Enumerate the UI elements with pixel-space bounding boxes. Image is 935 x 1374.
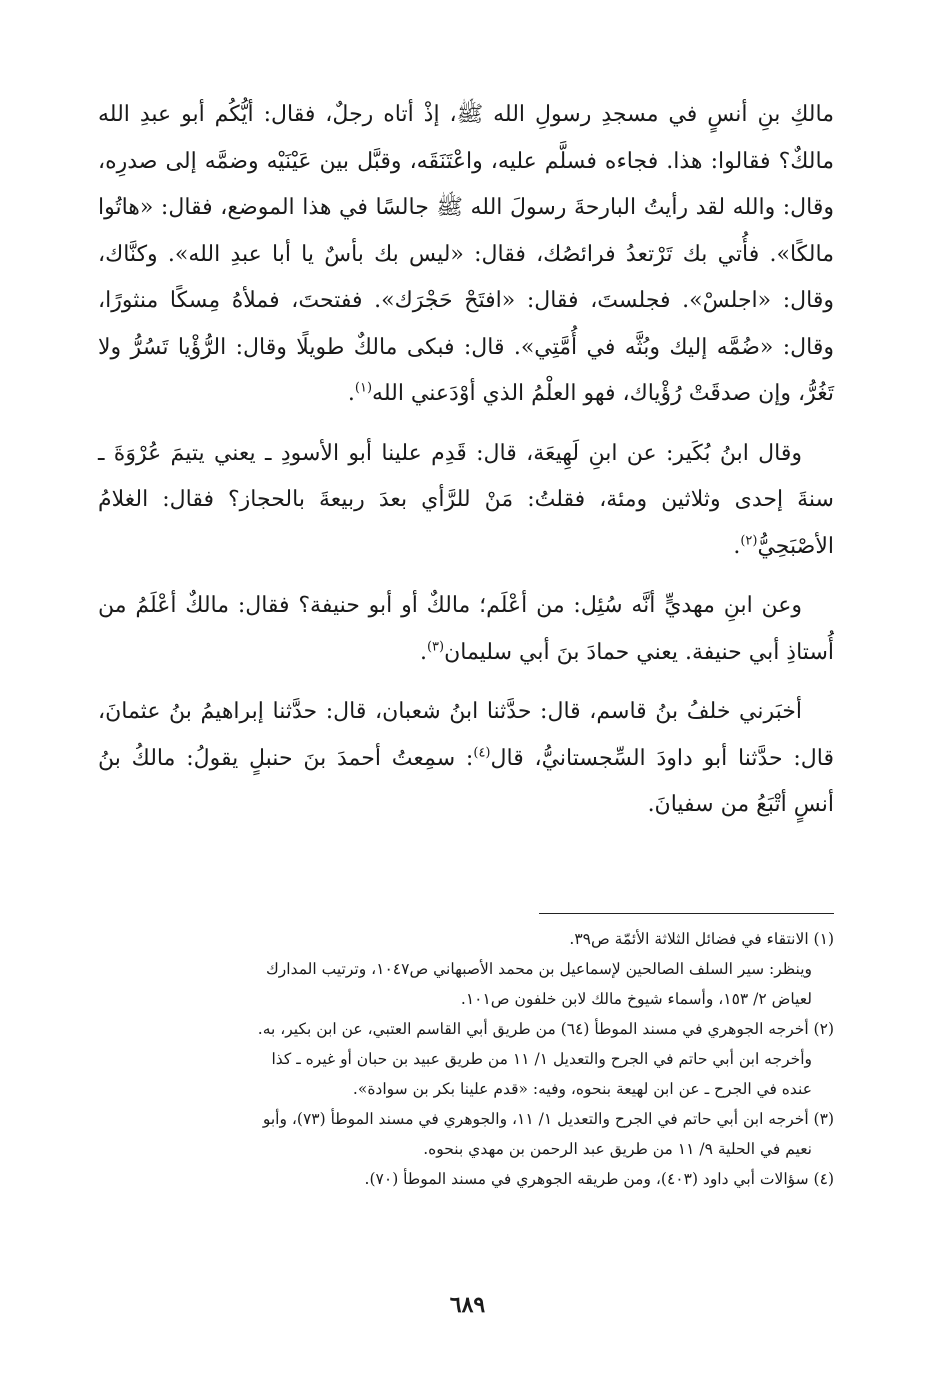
page-number: ٦٨٩ <box>449 1292 486 1318</box>
footnote-1-line-1: (١) الانتقاء في فضائل الثلاثة الأئمّة ص٣٩. <box>569 930 834 948</box>
paragraph-4-tail: : سمِعتُ أحمدَ بنَ حنبلٍ يقولُ: مالكُ بنُ أنسٍ أتْبَعُ من سفيانَ. <box>98 745 834 817</box>
footnotes <box>98 924 834 1194</box>
main-text <box>98 92 834 829</box>
paragraph-2-tail: . <box>733 533 741 559</box>
footnote-2-line-3: عنده في الجرح ـ عن ابن لهيعة بنحوه، وفيه: «قدم علينا بكر بن سوادة». <box>352 1080 812 1098</box>
paragraph-3 <box>98 583 834 676</box>
footnote-1-line-2: وينظر: سير السلف الصالحين لإسماعيل بن محمد الأصبهاني ص١٠٤٧، وترتيب المدارك <box>266 960 812 978</box>
paragraph-3-tail: . <box>419 639 427 665</box>
footnote-3-line-1: (٣) أخرجه ابن أبي حاتم في الجرح والتعديل ١/ ١١، والجوهري في مسند الموطأ (٧٣)، وأبو <box>262 1110 834 1128</box>
footnote-ref-3[interactable]: (٣) <box>426 639 445 655</box>
footnote-4-line-1: (٤) سؤالات أبي داود (٤٠٣)، ومن طريقه الجوهري في مسند الموطأ (٧٠). <box>364 1170 834 1188</box>
footnote-2-line-2: وأخرجه ابن أبي حاتم في الجرح والتعديل ١/ ١١ من طريق عبيد بن حبان أو غيره ـ كذا <box>271 1050 812 1068</box>
paragraph-2-text: وقال ابنُ بُكَير: عن ابنِ لَهِيعَة، قال: قَدِم علينا أبو الأسودِ ـ يعني يتيمَ عُرْوَةَ ـ سنةَ إحدى وثلاثين ومئة، فقلتُ: مَنْ للرَّأي بعدَ ربيعةَ بالحجاز؟ فقال: الغلامُ الأصْبَحِيُّ <box>98 440 834 559</box>
footnote-3 <box>98 1104 834 1164</box>
paragraph-1-tail: . <box>347 381 355 406</box>
paragraph-1-text: مالكِ بنِ أنسٍ في مسجدِ رسولِ الله ﷺ، إذْ أتاه رجلٌ، فقال: أيُّكُم أبو عبدِ الله مالكٌ؟ فقالوا: هذا. فجاءه فسلَّم عليه، واعْتَنَقَه، وقبَّل بين عَيْنَيْه وضمَّه إلى صدرِه، وقال: والله لقد رأيتُ البارحةَ رسولَ الله ﷺ جالسًا في هذا الموضع، فقال: «هاتُوا مالكًا». فأُتي بك تَرْتعدُ فرائصُك، فقال: «ليس بك بأسٌ يا أبا عبدِ الله». وكنَّاك، وقال: «اجلسْ». فجلستَ، فقال: «افتَحْ حَجْرَك». ففتحتَ، فملأهُ مِسكًا منثورًا، وقال: «ضُمَّه إليك وبُثَّه في أُمَّتِي». قال: فبكى مالكٌ طويلًا وقال: الرُّؤْيا تَسُرُّ ولا تَغُرُّ، وإن صدقَتْ رُؤْياك، فهو العلْمُ الذي أوْدَعني الله <box>98 102 834 406</box>
paragraph-1 <box>98 92 834 418</box>
paragraph-2 <box>98 431 834 571</box>
footnote-ref-4[interactable]: (٤) <box>473 745 491 761</box>
footnote-3-line-2: نعيم في الحلية ٩/ ١١ من طريق عبد الرحمن بن مهدي بنحوه. <box>423 1140 812 1158</box>
footnote-1 <box>98 924 834 1014</box>
footnote-4 <box>98 1164 834 1194</box>
paragraph-4-text: أخبَرني خلفُ بنُ قاسم، قال: حدَّثنا ابنُ شعبان، قال: حدَّثنا إبراهيمُ بنُ عثمانَ، قال: حدَّثنا أبو داودَ السِّجستانيُّ، قال <box>98 699 835 771</box>
footnote-2 <box>98 1014 834 1104</box>
footnote-1-line-3: لعياض ٢/ ١٥٣، وأسماء شيوخ مالك لابن خلفون ص١٠١. <box>460 990 812 1008</box>
footnote-2-line-1: (٢) أخرجه الجوهري في مسند الموطأ (٦٤) من طريق أبي القاسم العتبي، عن ابن بكير، به. <box>257 1020 834 1038</box>
footnote-ref-2[interactable]: (٢) <box>740 533 758 549</box>
paragraph-3-text: وعن ابنِ مهديٍّ أنَّه سُئِل: من أعْلَم؛ مالكٌ أو أبو حنيفة؟ فقال: مالكٌ أعْلَمُ من أُستاذِ أبي حنيفة. يعني حمادَ بنَ أبي سليمان <box>98 593 834 665</box>
footnote-ref-1[interactable]: (١) <box>354 380 373 396</box>
paragraph-4 <box>98 689 834 829</box>
footnote-separator <box>539 913 834 914</box>
